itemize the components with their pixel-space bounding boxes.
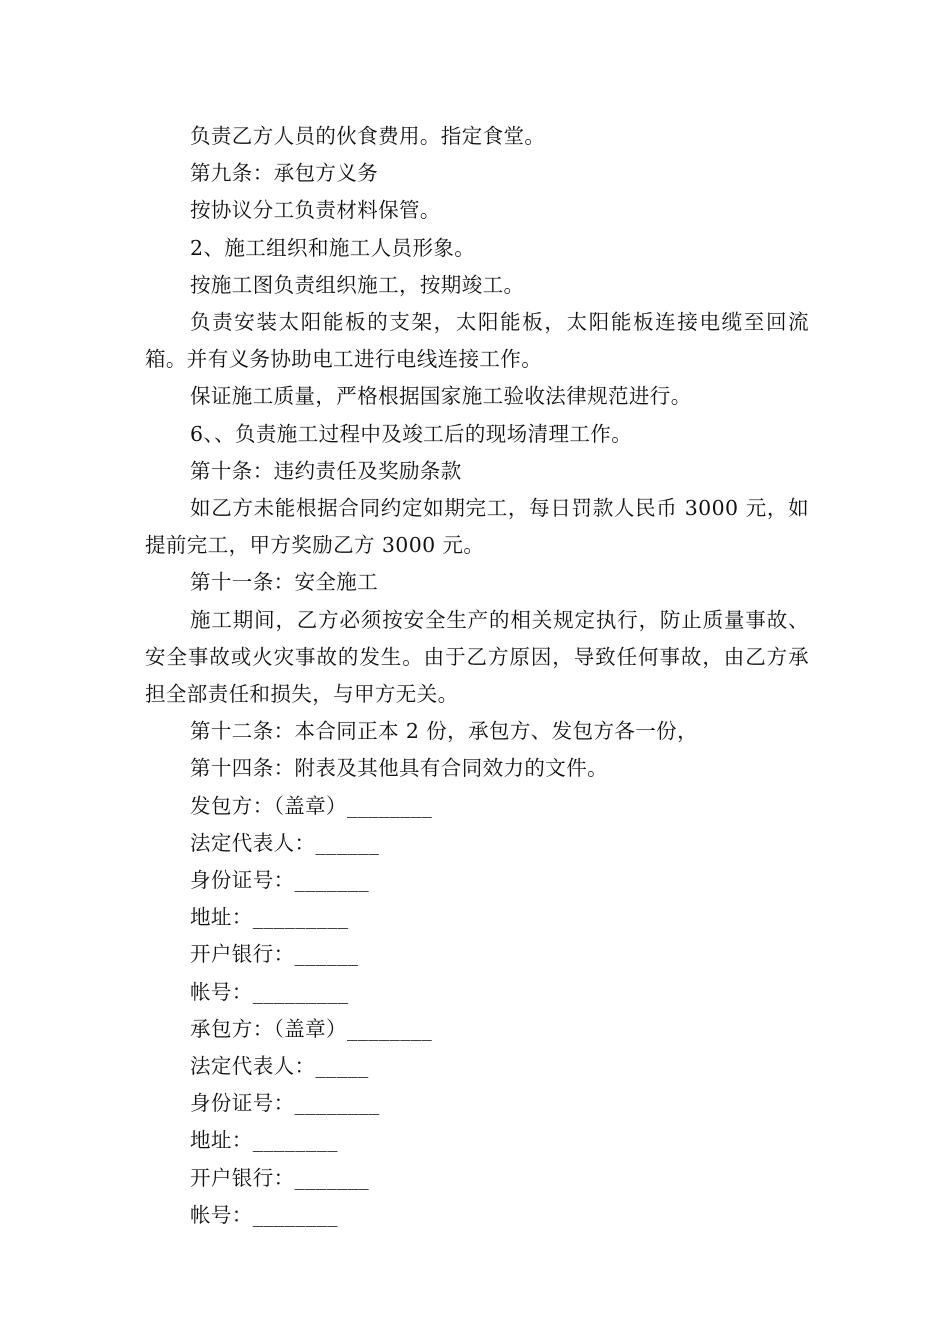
paragraph-penalty-reward: 如乙方未能根据合同约定如期完工，每日罚款人民币 3000 元，如提前完工，甲方奖励乙方 3000 元。 (145, 496, 809, 558)
contract-body (145, 118, 809, 1234)
signature-employer-bank: 开户银行：______ (190, 942, 359, 967)
heading-article-14: 第十四条：附表及其他具有合同效力的文件。 (190, 756, 608, 781)
signature-contractor-account: 帐号：________ (190, 1202, 338, 1227)
paragraph-meal-expenses: 负责乙方人员的伙食费用。指定食堂。 (190, 124, 546, 148)
signature-contractor-seal: 承包方：（盖章）________ (190, 1016, 433, 1041)
heading-article-12: 第十二条：本合同正本 2 份，承包方、发包方各一份， (190, 719, 698, 744)
paragraph-material-custody: 按协议分工负责材料保管。 (190, 198, 441, 223)
paragraph-solar-installation: 负责安装太阳能板的支架，太阳能板，太阳能板连接电缆至回流箱。并有义务协助电工进行电线连接工作。 (145, 310, 809, 372)
paragraph-safety-construction: 施工期间，乙方必须按安全生产的相关规定执行，防止质量事故、安全事故或火灾事故的发生。由于乙方原因，导致任何事故，由乙方承担全部责任和损失，与甲方无关。 (145, 607, 809, 707)
paragraph-construction-organization: 2、施工组织和施工人员形象。 (190, 235, 476, 260)
signature-employer-representative: 法定代表人：______ (190, 830, 380, 855)
signature-employer-address: 地址：_________ (190, 905, 349, 930)
heading-article-9: 第九条：承包方义务 (190, 161, 379, 186)
signature-employer-id-number: 身份证号：_______ (190, 868, 370, 893)
signature-contractor-id-number: 身份证号：________ (190, 1091, 380, 1116)
paragraph-construction-schedule: 按施工图负责组织施工，按期竣工。 (190, 272, 525, 297)
signature-employer-account: 帐号：_________ (190, 979, 349, 1004)
paragraph-site-cleanup: 6、、负责施工过程中及竣工后的现场清理工作。 (190, 421, 633, 446)
heading-article-11: 第十一条：安全施工 (190, 570, 379, 595)
paragraph-quality-assurance: 保证施工质量，严格根据国家施工验收法律规范进行。 (190, 384, 692, 409)
signature-contractor-bank: 开户银行：_______ (190, 1165, 370, 1190)
signature-employer-seal: 发包方：（盖章）________ (190, 793, 433, 818)
heading-article-10: 第十条：违约责任及奖励条款 (190, 458, 462, 483)
signature-contractor-representative: 法定代表人：_____ (190, 1054, 369, 1079)
signature-contractor-address: 地址：________ (190, 1128, 338, 1153)
